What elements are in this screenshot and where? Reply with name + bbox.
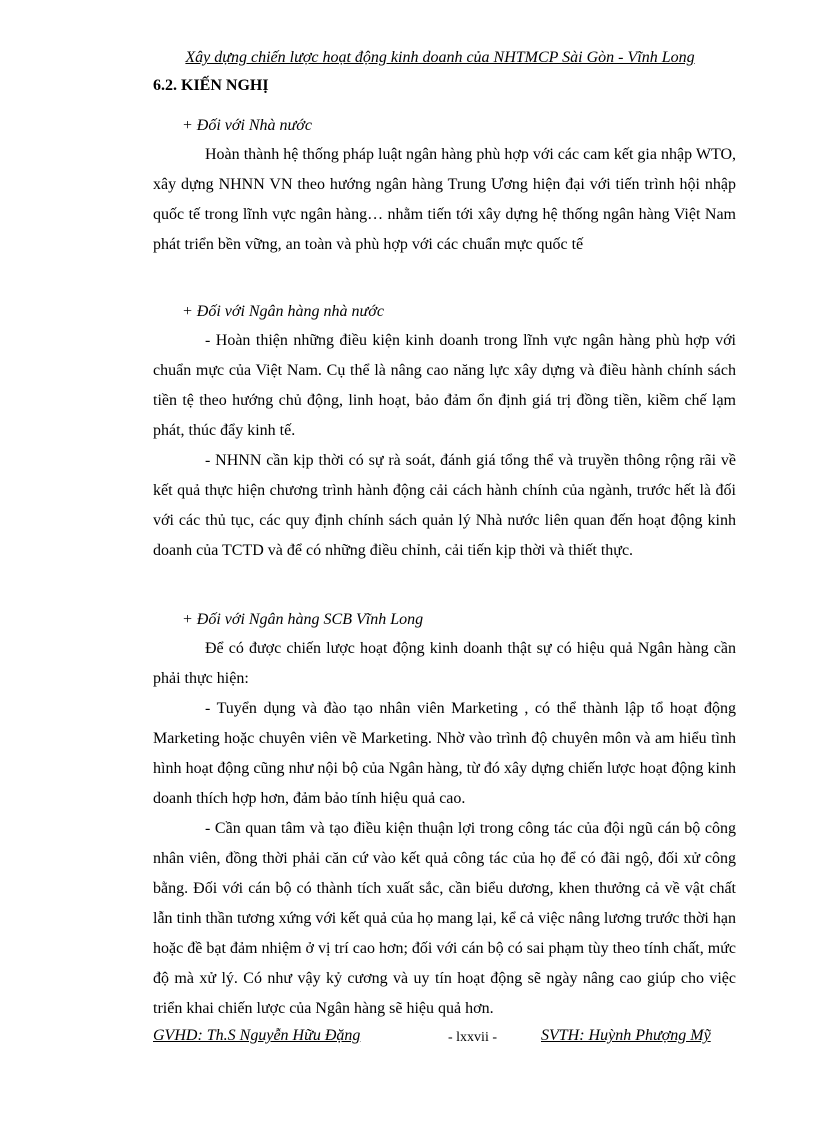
paragraph-state-bank-1: - Hoàn thiện những điều kiện kinh doanh trong lĩnh vực ngân hàng phù hợp với chuẩn mực của Việt Nam. Cụ thể là nâng cao năng lực xây dựng và điều hành chính sách tiền tệ theo hướng chủ động, linh hoạt, bảo đảm ổn định giá trị đồng tiền, kiềm chế lạm phát, thúc đẩy kinh tế. <box>153 332 736 439</box>
paragraph-scb-2: - Cần quan tâm và tạo điều kiện thuận lợi trong công tác của đội ngũ cán bộ công nhân viên, đồng thời phải căn cứ vào kết quả công tác của họ để có đãi ngộ, đối xử công bằng. Đối với cán bộ có thành tích xuất sắc, cần biểu dương, khen thưởng cả về vật chất lẫn tinh thần tương xứng với kết quả của họ mang lại, kể cả việc nâng lương trước thời hạn hoặc đề bạt đảm nhiệm ở vị trí cao hơn; đối với cán bộ có sai phạm tùy theo tính chất, mức độ mà xử lý. Có như vậy kỷ cương và uy tín hoạt động sẽ ngày nâng cao giúp cho việc triển khai chiến lược của Ngân hàng sẽ hiệu quả hơn. <box>153 820 736 1017</box>
section-title: 6.2. KIẾN NGHỊ <box>153 77 269 94</box>
footer-instructor: GVHD: Th.S Nguyễn Hữu Đặng <box>153 1027 361 1044</box>
paragraph-state: Hoàn thành hệ thống pháp luật ngân hàng phù hợp với các cam kết gia nhập WTO, xây dựng NHNN VN theo hướng ngân hàng Trung Ương hiện đại với tiến trình hội nhập quốc tế trong lĩnh vực ngân hàng… nhằm tiến tới xây dựng hệ thống ngân hàng Việt Nam phát triển bền vững, an toàn và phù hợp với các chuẩn mực quốc tế <box>153 146 736 253</box>
paragraph-state-bank-2: - NHNN cần kịp thời có sự rà soát, đánh giá tổng thể và truyền thông rộng rãi về kết quả thực hiện chương trình hành động cải cách hành chính của ngành, trước hết là đối với các thủ tục, các quy định chính sách quản lý Nhà nước liên quan đến hoạt động kinh doanh của TCTD và để có những điều chỉnh, cải tiến kịp thời và thiết thực. <box>153 452 736 559</box>
subheading-state: + Đối với Nhà nước <box>182 117 312 134</box>
footer-student: SVTH: Huỳnh Phượng Mỹ <box>541 1027 711 1044</box>
footer-page-number: - lxxvii - <box>448 1030 497 1045</box>
paragraph-scb-intro: Để có được chiến lược hoạt động kinh doanh thật sự có hiệu quả Ngân hàng cần phải thực hiện: <box>153 640 736 687</box>
paragraph-scb-1: - Tuyển dụng và đào tạo nhân viên Marketing , có thể thành lập tổ hoạt động Marketing hoặc chuyên viên về Marketing. Nhờ vào trình độ chuyên môn và am hiểu tình hình hoạt động cũng như nội bộ của Ngân hàng, từ đó xây dựng chiến lược hoạt động kinh doanh thích hợp hơn, đảm bảo tính hiệu quả cao. <box>153 700 736 807</box>
subheading-state-bank: + Đối với Ngân hàng nhà nước <box>182 303 384 320</box>
subheading-scb: + Đối với Ngân hàng SCB Vĩnh Long <box>182 611 424 628</box>
running-header: Xây dựng chiến lược hoạt động kinh doanh của NHTMCP Sài Gòn - Vĩnh Long <box>185 49 695 66</box>
